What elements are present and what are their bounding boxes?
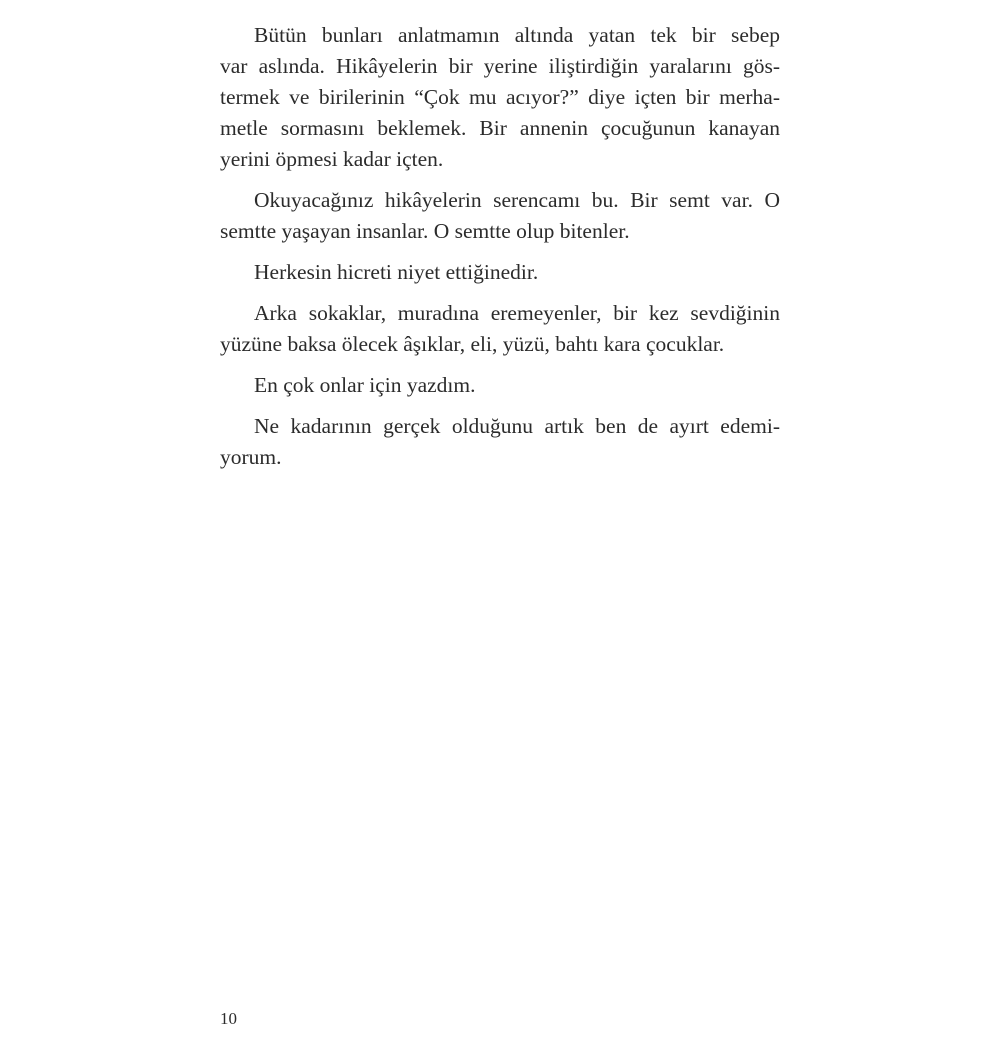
text-line: Herkesin hicreti niyet ettiğinedir. xyxy=(254,260,539,284)
text-line: yorum. xyxy=(220,445,282,469)
text-line: En çok onlar için yazdım. xyxy=(254,373,476,397)
paragraph-4 xyxy=(220,298,780,360)
text-line: semtte yaşayan insanlar. O semtte olup bitenler. xyxy=(220,219,630,243)
text-line: Ne kadarının gerçek olduğunu artık ben de ayırt edemi- xyxy=(254,414,780,438)
paragraph-5 xyxy=(220,370,780,401)
text-line: yüzüne baksa ölecek âşıklar, eli, yüzü, bahtı kara çocuklar. xyxy=(220,332,725,356)
paragraph-1 xyxy=(220,20,780,175)
text-line: Okuyacağınız hikâyelerin serencamı bu. Bir semt var. O xyxy=(254,188,780,212)
text-line: Arka sokaklar, muradına eremeyenler, bir kez sevdiğinin xyxy=(254,301,780,325)
text-line: var aslında. Hikâyelerin bir yerine iliştirdiğin yaralarını gös- xyxy=(220,54,780,78)
body-text xyxy=(220,20,780,483)
page-number: 10 xyxy=(220,1009,237,1028)
paragraph-2 xyxy=(220,185,780,247)
text-line: metle sormasını beklemek. Bir annenin çocuğunun kanayan xyxy=(220,116,780,140)
paragraph-6 xyxy=(220,411,780,473)
text-line: termek ve birilerinin “Çok mu acıyor?” diye içten bir merha- xyxy=(220,85,780,109)
text-line: Bütün bunları anlatmamın altında yatan tek bir sebep xyxy=(254,23,780,47)
text-line: yerini öpmesi kadar içten. xyxy=(220,147,444,171)
paragraph-3 xyxy=(220,257,780,288)
